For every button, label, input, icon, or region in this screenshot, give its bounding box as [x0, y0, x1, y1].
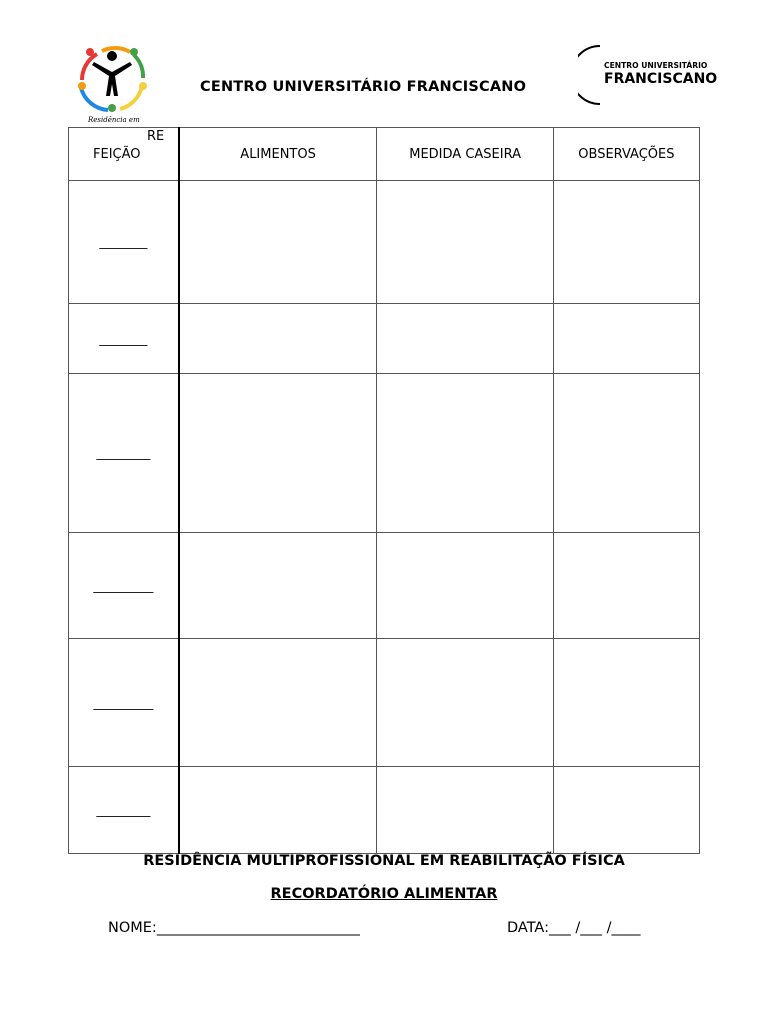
medida-cell[interactable] [377, 767, 553, 854]
refeicao-blank[interactable]: __________ [69, 533, 179, 639]
observacoes-cell[interactable] [553, 181, 699, 304]
header-alimentos: ALIMENTOS [179, 128, 377, 181]
medida-cell[interactable] [377, 304, 553, 374]
alimentos-cell[interactable] [179, 374, 377, 533]
medida-cell[interactable] [377, 374, 553, 533]
table-row [69, 639, 700, 767]
observacoes-cell[interactable] [553, 639, 699, 767]
franciscano-arc-icon [578, 44, 602, 106]
form-title: RECORDATÓRIO ALIMENTAR [270, 886, 498, 902]
refeicao-blank[interactable]: _________ [69, 767, 179, 854]
table-row [69, 304, 700, 374]
observacoes-cell[interactable] [553, 374, 699, 533]
right-logo-line1: CENTRO UNIVERSITÁRIO [604, 61, 708, 70]
header-medida-caseira: MEDIDA CASEIRA [377, 128, 553, 181]
refeicao-blank[interactable]: ________ [69, 181, 179, 304]
alimentos-cell[interactable] [179, 639, 377, 767]
table-row [69, 767, 700, 854]
medida-cell[interactable] [377, 533, 553, 639]
residencia-logo-icon [70, 40, 154, 120]
header-refeicao-part1: RE [147, 129, 165, 144]
observacoes-cell[interactable] [553, 304, 699, 374]
food-recall-table [68, 127, 700, 854]
observacoes-cell[interactable] [553, 767, 699, 854]
medida-cell[interactable] [377, 181, 553, 304]
observacoes-cell[interactable] [553, 533, 699, 639]
alimentos-cell[interactable] [179, 767, 377, 854]
header-refeicao [69, 128, 179, 181]
refeicao-blank[interactable]: __________ [69, 639, 179, 767]
right-logo-line2: FRANCISCANO [604, 71, 718, 87]
header-observacoes: OBSERVAÇÕES [553, 128, 699, 181]
medida-cell[interactable] [377, 639, 553, 767]
data-field[interactable]: DATA:___ /___ /____ [507, 920, 641, 936]
alimentos-cell[interactable] [179, 533, 377, 639]
page-title: CENTRO UNIVERSITÁRIO FRANCISCANO [200, 79, 527, 95]
program-title: RESIDÊNCIA MULTIPROFISSIONAL EM REABILITAÇÃO FÍSICA [143, 853, 625, 869]
header-refeicao-part2: FEIÇÃO [93, 147, 141, 162]
alimentos-cell[interactable] [179, 181, 377, 304]
nome-field[interactable]: NOME:____________________________ [108, 920, 360, 936]
table-header-row [69, 128, 700, 181]
table-row [69, 533, 700, 639]
refeicao-blank[interactable]: ________ [69, 304, 179, 374]
refeicao-blank[interactable]: _________ [69, 374, 179, 533]
table-row [69, 374, 700, 533]
alimentos-cell[interactable] [179, 304, 377, 374]
table-row [69, 181, 700, 304]
franciscano-logo [578, 44, 718, 106]
left-logo-caption: Residência em [88, 116, 140, 124]
